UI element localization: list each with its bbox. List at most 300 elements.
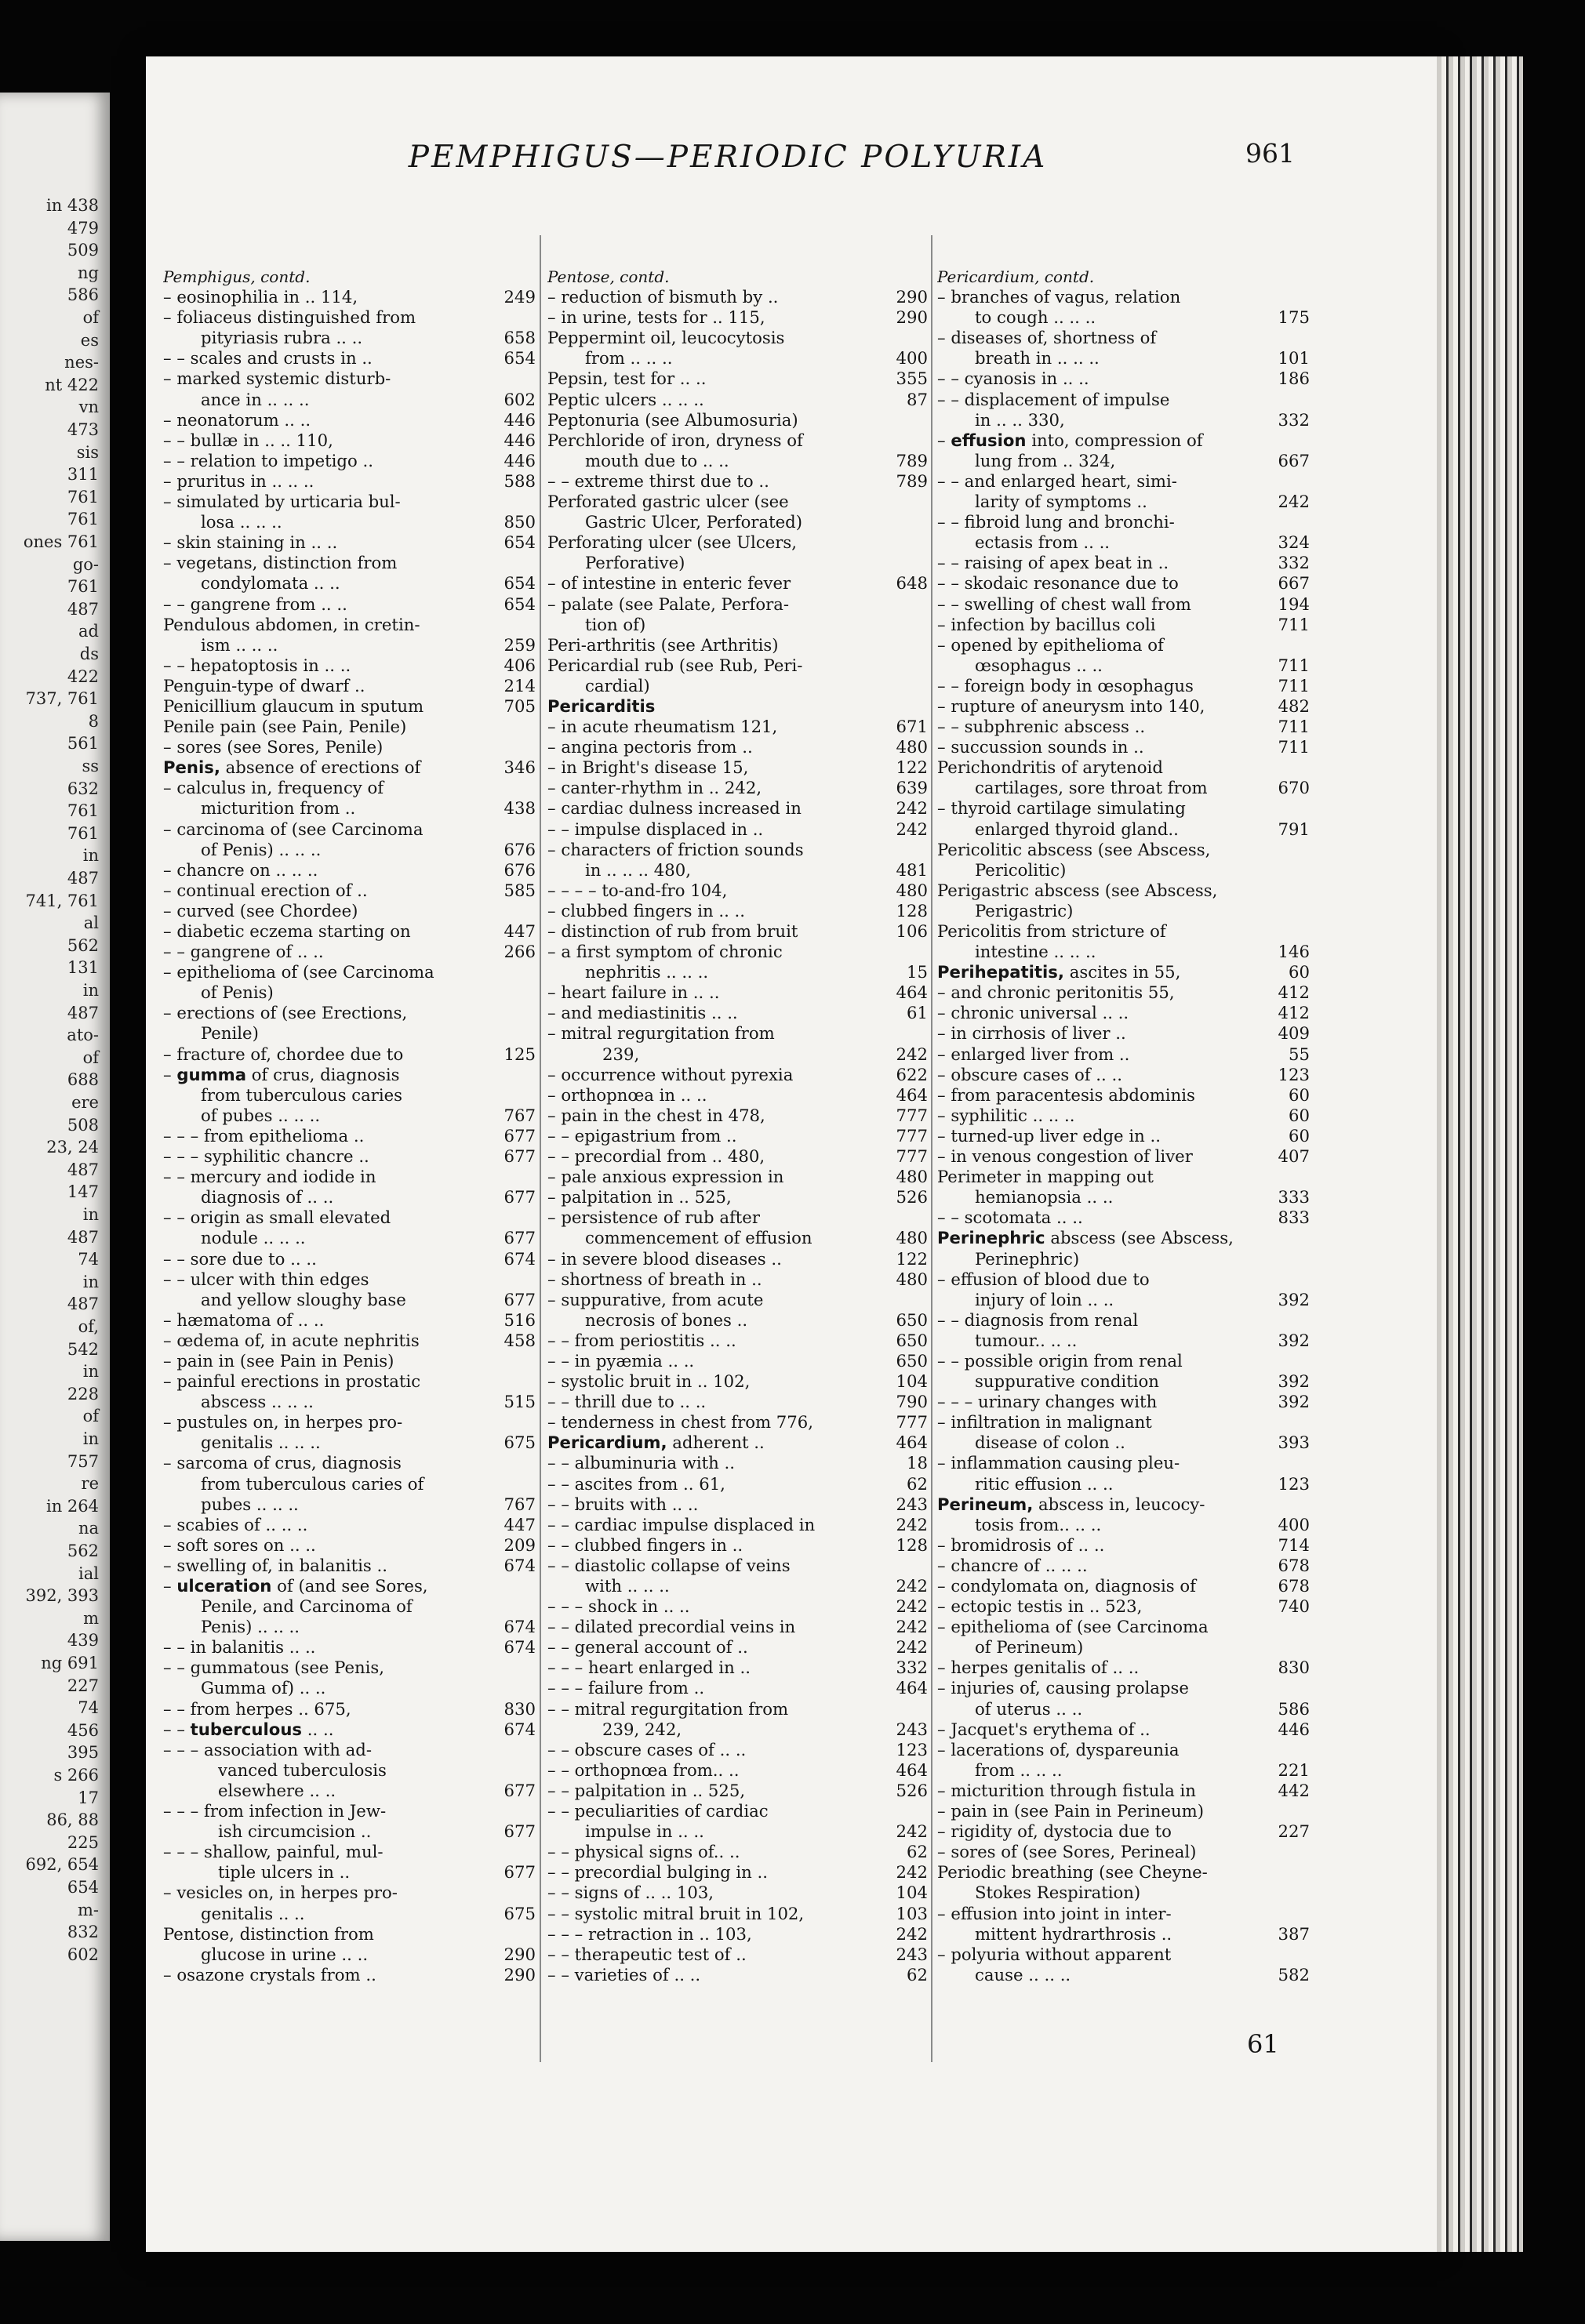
index-entry-text: – – obscure cases of .. .. bbox=[547, 1739, 747, 1759]
index-column-3 bbox=[937, 267, 1310, 1985]
index-entry-pages: 582 bbox=[1278, 1964, 1310, 1984]
index-entry bbox=[547, 573, 928, 594]
index-entry-text: nephritis .. .. .. bbox=[585, 962, 709, 982]
page-edges bbox=[1437, 56, 1523, 2252]
index-entry bbox=[163, 1433, 536, 1453]
signature-mark: 61 bbox=[1247, 2029, 1279, 2059]
index-entry-text: – and mediastinitis .. .. bbox=[547, 1003, 738, 1023]
index-entry-text: genitalis .. .. bbox=[201, 1903, 305, 1923]
index-entry bbox=[163, 1535, 536, 1556]
left-fragment-line: 131 bbox=[67, 958, 99, 978]
index-entry bbox=[163, 1146, 536, 1167]
index-entry-text: – clubbed fingers in .. .. bbox=[547, 900, 746, 921]
index-entry bbox=[547, 553, 928, 573]
index-entry-pages: 650 bbox=[896, 1350, 928, 1371]
index-entry bbox=[937, 819, 1310, 840]
index-entry-text: – – from herpes .. 675, bbox=[163, 1698, 351, 1719]
index-entry-text: breath in .. .. .. bbox=[975, 348, 1100, 369]
index-entry bbox=[163, 1392, 536, 1412]
index-entry bbox=[937, 778, 1310, 798]
index-entry bbox=[163, 1576, 536, 1596]
index-entry-text: – in urine, tests for .. 115, bbox=[547, 307, 765, 328]
index-entry-pages: 332 bbox=[896, 1658, 928, 1678]
index-entry bbox=[163, 615, 536, 635]
index-entry bbox=[937, 881, 1310, 901]
index-entry bbox=[163, 696, 536, 717]
index-entry-text: – – origin as small elevated bbox=[163, 1207, 391, 1228]
index-entry-text: – – – syphilitic chancre .. bbox=[163, 1146, 369, 1167]
index-entry-pages: 654 bbox=[503, 594, 536, 614]
index-entry bbox=[547, 471, 928, 492]
index-entry bbox=[163, 655, 536, 676]
left-fragment-line: 228 bbox=[67, 1384, 99, 1403]
index-entry-text: – – ulcer with thin edges bbox=[163, 1269, 369, 1289]
index-entry bbox=[163, 1453, 536, 1473]
index-entry-text: – characters of friction sounds bbox=[547, 839, 804, 859]
index-entry-text: – painful erections in prostatic bbox=[163, 1371, 421, 1392]
index-entry-pages: 128 bbox=[896, 1534, 928, 1555]
index-entry bbox=[937, 1249, 1310, 1269]
index-entry bbox=[937, 1965, 1310, 1985]
index-entry bbox=[163, 819, 536, 840]
left-fragment-line: m bbox=[83, 1608, 99, 1628]
index-entry bbox=[163, 1596, 536, 1617]
index-entry-text: – systolic bruit in .. 102, bbox=[547, 1371, 751, 1392]
index-entry-text: – soft sores on .. .. bbox=[163, 1534, 316, 1555]
index-entry-text: of uterus .. .. bbox=[975, 1698, 1083, 1719]
index-entry-text: – orthopnœa in .. .. bbox=[547, 1084, 707, 1105]
index-entry-pages: 677 bbox=[503, 1289, 536, 1309]
index-entry-pages: 622 bbox=[896, 1064, 928, 1084]
index-entry-text: – rigidity of, dystocia due to bbox=[937, 1821, 1172, 1842]
index-entry bbox=[937, 307, 1310, 328]
index-entry bbox=[163, 1904, 536, 1924]
index-entry-text: – – fibroid lung and bronchi- bbox=[937, 512, 1175, 532]
index-entry-text: – calculus in, frequency of bbox=[163, 778, 384, 798]
index-entry-text: – condylomata on, diagnosis of bbox=[937, 1576, 1196, 1596]
index-entry-text: – œdema of, in acute nephritis bbox=[163, 1330, 420, 1350]
index-entry bbox=[937, 1904, 1310, 1924]
index-entry bbox=[547, 921, 928, 942]
index-entry-text: – infiltration in malignant bbox=[937, 1412, 1152, 1433]
index-entry bbox=[163, 962, 536, 982]
index-entry-text: – – – from infection in Jew- bbox=[163, 1801, 387, 1821]
index-entry-text: ectasis from .. .. bbox=[975, 532, 1111, 553]
index-entry bbox=[937, 1351, 1310, 1371]
index-entry bbox=[937, 1699, 1310, 1719]
index-entry bbox=[163, 410, 536, 430]
index-entry bbox=[163, 1945, 536, 1965]
index-entry-pages: 667 bbox=[1278, 450, 1310, 470]
index-entry-pages: 146 bbox=[1278, 942, 1310, 962]
index-entry bbox=[547, 635, 928, 655]
index-entry-pages: 705 bbox=[503, 695, 536, 716]
index-entry bbox=[163, 757, 536, 778]
left-fragment-line: of bbox=[82, 308, 99, 327]
index-entry-text: – palpitation in .. 525, bbox=[547, 1187, 732, 1207]
index-entry-text: – swelling of, in balanitis .. bbox=[163, 1555, 388, 1575]
index-entry bbox=[163, 1085, 536, 1106]
index-entry-text: ance in .. .. .. bbox=[201, 389, 310, 409]
left-fragment-line: 479 bbox=[67, 218, 99, 238]
index-entry bbox=[547, 267, 928, 287]
index-entry bbox=[163, 369, 536, 389]
index-entry bbox=[163, 1699, 536, 1719]
index-entry-pages: 789 bbox=[896, 450, 928, 470]
index-entry bbox=[163, 1740, 536, 1760]
left-fragment-line: 8 bbox=[88, 711, 99, 731]
index-entry bbox=[547, 492, 928, 512]
index-entry-pages: 406 bbox=[503, 655, 536, 675]
index-entry-pages: 677 bbox=[503, 1821, 536, 1842]
index-entry-text: – – palpitation in .. 525, bbox=[547, 1780, 746, 1800]
index-entry bbox=[163, 1515, 536, 1535]
index-entry bbox=[937, 532, 1310, 553]
index-entry bbox=[937, 1801, 1310, 1821]
index-entry-text: – effusion into joint in inter- bbox=[937, 1903, 1172, 1923]
index-entry bbox=[937, 1023, 1310, 1044]
index-entry-text: – – precordial bulging in .. bbox=[547, 1862, 769, 1883]
index-entry-text: – – in balanitis .. .. bbox=[163, 1637, 316, 1658]
index-entry-text: – – relation to impetigo .. bbox=[163, 450, 373, 470]
index-entry-pages: 654 bbox=[503, 532, 536, 553]
index-entry-pages: 101 bbox=[1278, 348, 1310, 369]
index-entry-text: from .. .. .. bbox=[975, 1759, 1063, 1780]
index-entry-text: in .. .. 330, bbox=[975, 409, 1065, 430]
index-entry bbox=[547, 1617, 928, 1637]
left-fragment-line: 17 bbox=[78, 1788, 99, 1807]
index-entry-pages: 387 bbox=[1278, 1923, 1310, 1944]
index-entry-text: – obscure cases of .. .. bbox=[937, 1064, 1122, 1084]
left-fragment-line: in bbox=[82, 846, 99, 866]
left-fragment-line: 74 bbox=[78, 1250, 99, 1269]
index-entry bbox=[547, 1474, 928, 1494]
index-entry bbox=[937, 1392, 1310, 1412]
index-entry-text: Gumma of) .. .. bbox=[201, 1678, 326, 1698]
index-entry-pages: 677 bbox=[503, 1780, 536, 1800]
index-entry bbox=[163, 860, 536, 881]
index-entry bbox=[163, 1207, 536, 1228]
index-entry-pages: 658 bbox=[503, 328, 536, 348]
left-fragment-line: 487 bbox=[67, 599, 99, 619]
index-entry-pages: 242 bbox=[896, 1862, 928, 1883]
index-entry bbox=[547, 594, 928, 615]
index-entry bbox=[547, 1331, 928, 1351]
index-entry-text: ritic effusion .. .. bbox=[975, 1473, 1114, 1494]
index-entry-text: injury of loin .. .. bbox=[975, 1289, 1114, 1309]
index-entry bbox=[547, 1515, 928, 1535]
index-entry-text: – infection by bacillus coli bbox=[937, 614, 1156, 634]
index-entry bbox=[163, 1249, 536, 1269]
index-entry-text: – fracture of, chordee due to bbox=[163, 1044, 404, 1064]
left-fragment-line: 509 bbox=[67, 241, 99, 260]
index-entry bbox=[163, 267, 536, 287]
index-entry bbox=[937, 635, 1310, 655]
left-fragment-line: 487 bbox=[67, 1003, 99, 1022]
index-entry-pages: 60 bbox=[1289, 1084, 1310, 1105]
index-entry bbox=[163, 348, 536, 369]
index-entry-text: Pemphigus, contd. bbox=[163, 267, 311, 286]
index-entry-text: – bromidrosis of .. .. bbox=[937, 1534, 1105, 1555]
index-entry bbox=[163, 1412, 536, 1433]
index-entry bbox=[547, 1719, 928, 1740]
index-entry-text: with .. .. .. bbox=[585, 1576, 670, 1596]
index-entry bbox=[937, 287, 1310, 307]
index-entry-pages: 480 bbox=[896, 1269, 928, 1289]
index-entry bbox=[163, 1290, 536, 1310]
index-entry bbox=[547, 1781, 928, 1801]
index-entry bbox=[163, 1637, 536, 1658]
index-entry-text: – pain in the chest in 478, bbox=[547, 1105, 765, 1125]
index-entry bbox=[937, 962, 1310, 982]
page-title: PEMPHIGUS—PERIODIC POLYURIA bbox=[408, 140, 1048, 175]
index-entry bbox=[937, 1576, 1310, 1596]
index-entry bbox=[937, 1821, 1310, 1842]
index-entry bbox=[163, 390, 536, 410]
index-entry-text: – – skodaic resonance due to bbox=[937, 573, 1179, 594]
index-entry-pages: 446 bbox=[1278, 1719, 1310, 1739]
index-entry bbox=[937, 942, 1310, 962]
index-entry bbox=[937, 840, 1310, 860]
index-entry-text: suppurative condition bbox=[975, 1371, 1159, 1392]
index-entry-text: genitalis .. .. .. bbox=[201, 1433, 321, 1453]
index-entry-pages: 125 bbox=[503, 1044, 536, 1064]
index-entry-text: – effusion into, compression of bbox=[937, 430, 1203, 450]
index-entry-text: – vegetans, distinction from bbox=[163, 553, 398, 573]
index-entry-text: – eosinophilia in .. 114, bbox=[163, 287, 358, 307]
index-entry bbox=[547, 1821, 928, 1842]
index-entry-text: – – raising of apex beat in .. bbox=[937, 553, 1169, 573]
index-entry-pages: 464 bbox=[896, 1759, 928, 1780]
left-fragment-line: 74 bbox=[78, 1698, 99, 1718]
left-fragment-line: 508 bbox=[67, 1115, 99, 1135]
index-entry-text: – gumma of crus, diagnosis bbox=[163, 1064, 400, 1084]
index-entry bbox=[547, 1433, 928, 1453]
index-entry-pages: 333 bbox=[1278, 1187, 1310, 1207]
index-entry-pages: 209 bbox=[503, 1534, 536, 1555]
index-entry-pages: 392 bbox=[1278, 1371, 1310, 1392]
index-entry-text: – sarcoma of crus, diagnosis bbox=[163, 1453, 402, 1473]
index-entry bbox=[547, 512, 928, 532]
index-entry-text: abscess .. .. .. bbox=[201, 1392, 314, 1412]
index-entry bbox=[937, 1453, 1310, 1473]
index-entry-text: – – impulse displaced in .. bbox=[547, 819, 764, 839]
index-entry bbox=[937, 1331, 1310, 1351]
index-entry bbox=[163, 1965, 536, 1985]
index-entry-text: – palate (see Palate, Perfora- bbox=[547, 594, 790, 614]
index-entry bbox=[547, 717, 928, 737]
index-entry bbox=[163, 1862, 536, 1883]
index-entry-text: – injuries of, causing prolapse bbox=[937, 1678, 1189, 1698]
index-entry-pages: 446 bbox=[503, 430, 536, 450]
index-entry bbox=[163, 1167, 536, 1187]
index-entry-text: – diseases of, shortness of bbox=[937, 328, 1157, 348]
index-entry-text: – canter-rhythm in .. 242, bbox=[547, 778, 762, 798]
index-entry-pages: 482 bbox=[1278, 695, 1310, 716]
index-entry bbox=[937, 1515, 1310, 1535]
index-entry-pages: 393 bbox=[1278, 1433, 1310, 1453]
index-entry-pages: 711 bbox=[1278, 717, 1310, 737]
index-entry bbox=[163, 328, 536, 348]
left-fragment-line: 422 bbox=[67, 666, 99, 686]
index-entry-pages: 670 bbox=[1278, 778, 1310, 798]
index-entry-pages: 259 bbox=[503, 634, 536, 655]
index-entry-text: – osazone crystals from .. bbox=[163, 1964, 376, 1984]
index-entry bbox=[547, 1801, 928, 1821]
index-entry-pages: 588 bbox=[503, 470, 536, 491]
index-entry-text: lung from .. 324, bbox=[975, 450, 1116, 470]
index-entry bbox=[163, 532, 536, 553]
left-fragment-line: of bbox=[82, 1048, 99, 1067]
index-entry-text: of Penis) bbox=[201, 982, 274, 1003]
index-entry bbox=[547, 1085, 928, 1106]
index-entry-pages: 227 bbox=[1278, 1821, 1310, 1842]
index-entry bbox=[163, 1106, 536, 1126]
index-column-1 bbox=[163, 267, 536, 1985]
index-entry-text: commencement of effusion bbox=[585, 1228, 812, 1248]
left-fragment-line: ad bbox=[78, 622, 99, 641]
index-entry-pages: 711 bbox=[1278, 675, 1310, 695]
left-fragment-line: ds bbox=[79, 645, 99, 663]
index-entry bbox=[547, 737, 928, 757]
index-entry bbox=[163, 1023, 536, 1044]
index-entry-text: Pericolitic) bbox=[975, 859, 1067, 880]
index-entry-text: – – gummatous (see Penis, bbox=[163, 1658, 385, 1678]
index-entry-text: – turned-up liver edge in .. bbox=[937, 1125, 1161, 1146]
index-entry-text: Penile pain (see Pain, Penile) bbox=[163, 717, 407, 737]
index-entry-pages: 62 bbox=[907, 1964, 928, 1984]
index-entry bbox=[937, 1924, 1310, 1945]
index-entry-text: – diabetic eczema starting on bbox=[163, 921, 411, 941]
index-entry-text: mittent hydrarthrosis .. bbox=[975, 1923, 1172, 1944]
index-entry-text: – – signs of .. .. 103, bbox=[547, 1883, 714, 1903]
index-entry-text: – – orthopnœa from.. .. bbox=[547, 1759, 740, 1780]
index-entry-pages: 290 bbox=[896, 287, 928, 307]
index-entry bbox=[937, 328, 1310, 348]
index-entry-pages: 438 bbox=[503, 798, 536, 819]
index-entry-text: micturition from .. bbox=[201, 798, 356, 819]
index-entry-pages: 585 bbox=[503, 880, 536, 900]
index-entry-pages: 648 bbox=[896, 573, 928, 594]
left-fragment-line: 761 bbox=[67, 577, 99, 597]
index-entry-pages: 671 bbox=[896, 717, 928, 737]
index-entry bbox=[163, 921, 536, 942]
index-entry bbox=[163, 1044, 536, 1065]
column-divider bbox=[540, 235, 541, 2062]
index-entry bbox=[547, 778, 928, 798]
index-entry bbox=[937, 1371, 1310, 1392]
index-entry bbox=[163, 901, 536, 921]
index-entry-pages: 194 bbox=[1278, 594, 1310, 614]
column-divider bbox=[931, 235, 932, 2062]
index-entry-text: cartilages, sore throat from bbox=[975, 778, 1208, 798]
index-entry-text: – occurrence without pyrexia bbox=[547, 1064, 794, 1084]
index-entry-pages: 400 bbox=[896, 348, 928, 369]
index-entry-pages: 767 bbox=[503, 1105, 536, 1125]
index-entry-pages: 242 bbox=[896, 1576, 928, 1596]
index-entry-text: Gastric Ulcer, Perforated) bbox=[585, 512, 802, 532]
index-entry-text: – – – urinary changes with bbox=[937, 1392, 1158, 1412]
index-entry-pages: 674 bbox=[503, 1248, 536, 1269]
index-entry-text: – pruritus in .. .. .. bbox=[163, 470, 314, 491]
index-entry bbox=[547, 1187, 928, 1207]
index-entry-text: – – subphrenic abscess .. bbox=[937, 717, 1146, 737]
index-entry-text: Stokes Respiration) bbox=[975, 1883, 1141, 1903]
index-entry-text: – – gangrene of .. .. bbox=[163, 942, 324, 962]
index-entry-text: tumour.. .. .. bbox=[975, 1330, 1078, 1350]
left-fragment-line: nes- bbox=[64, 353, 99, 372]
index-entry bbox=[937, 1862, 1310, 1883]
index-entry bbox=[547, 532, 928, 553]
index-entry-text: ism .. .. .. bbox=[201, 634, 278, 655]
index-entry bbox=[937, 1044, 1310, 1065]
index-entry bbox=[937, 410, 1310, 430]
index-entry-text: from tuberculous caries bbox=[201, 1084, 403, 1105]
left-fragment-line: 487 bbox=[67, 869, 99, 888]
index-entry bbox=[547, 1310, 928, 1331]
index-entry-pages: 446 bbox=[503, 450, 536, 470]
index-entry bbox=[937, 1842, 1310, 1862]
index-entry bbox=[163, 1126, 536, 1146]
left-fragment-line: in 438 bbox=[46, 196, 99, 215]
index-entry bbox=[937, 1658, 1310, 1678]
index-entry-text: – of intestine in enteric fever bbox=[547, 573, 791, 594]
index-entry-pages: 123 bbox=[1278, 1473, 1310, 1494]
index-entry-text: impulse in .. .. bbox=[585, 1821, 704, 1842]
index-entry-pages: 675 bbox=[503, 1433, 536, 1453]
index-entry bbox=[547, 982, 928, 1003]
index-entry-text: Perichondritis of arytenoid bbox=[937, 757, 1163, 778]
index-entry-text: – angina pectoris from .. bbox=[547, 737, 753, 757]
index-entry-text: – from paracentesis abdominis bbox=[937, 1084, 1195, 1105]
index-entry bbox=[547, 1924, 928, 1945]
index-entry bbox=[937, 1556, 1310, 1576]
index-entry-pages: 677 bbox=[503, 1228, 536, 1248]
left-fragment-line: in bbox=[82, 1272, 99, 1291]
index-entry-pages: 830 bbox=[1278, 1658, 1310, 1678]
index-entry-pages: 447 bbox=[503, 1514, 536, 1534]
index-entry bbox=[163, 1065, 536, 1085]
index-entry bbox=[163, 881, 536, 901]
index-entry bbox=[547, 757, 928, 778]
index-entry-pages: 104 bbox=[896, 1883, 928, 1903]
index-entry-pages: 242 bbox=[896, 1514, 928, 1534]
index-entry-text: – inflammation causing pleu- bbox=[937, 1453, 1180, 1473]
index-entry-pages: 516 bbox=[503, 1309, 536, 1330]
index-entry bbox=[937, 1146, 1310, 1167]
index-entry bbox=[163, 982, 536, 1003]
index-entry-pages: 677 bbox=[503, 1187, 536, 1207]
index-entry-pages: 654 bbox=[503, 573, 536, 594]
left-fragment-line: 692, 654 bbox=[25, 1855, 99, 1875]
index-entry-text: nodule .. .. .. bbox=[201, 1228, 306, 1248]
index-entry bbox=[547, 881, 928, 901]
index-entry bbox=[547, 1740, 928, 1760]
index-entry-pages: 480 bbox=[896, 880, 928, 900]
left-fragment-line: 586 bbox=[67, 285, 99, 305]
left-fragment-line: 487 bbox=[67, 1160, 99, 1179]
index-entry-text: – skin staining in .. .. bbox=[163, 532, 338, 553]
index-entry bbox=[547, 1003, 928, 1023]
index-entry bbox=[937, 860, 1310, 881]
index-entry bbox=[547, 451, 928, 471]
index-entry-text: – – dilated precordial veins in bbox=[547, 1617, 796, 1637]
left-fragment-line: sis bbox=[76, 442, 99, 462]
index-entry-pages: 654 bbox=[503, 348, 536, 369]
index-entry bbox=[937, 1945, 1310, 1965]
index-entry-text: – mitral regurgitation from bbox=[547, 1023, 775, 1044]
index-entry bbox=[937, 696, 1310, 717]
